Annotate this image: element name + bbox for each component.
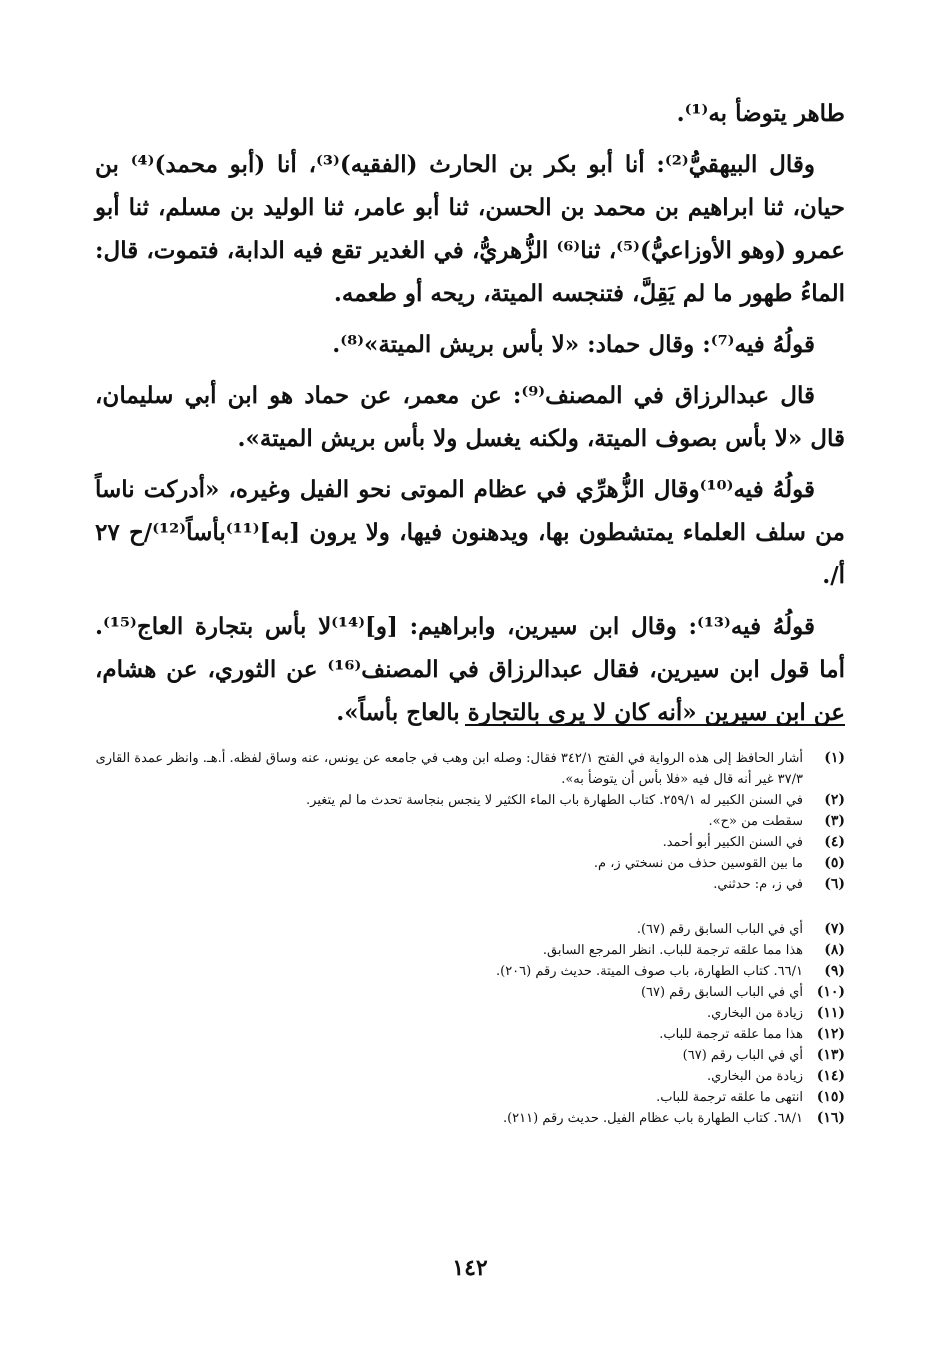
page-number: ١٤٢: [452, 1255, 488, 1281]
paragraph: قولُهُ فيه⁽¹³⁾: وقال ابن سيرين، وابراهيم: [و]⁽¹⁴⁾لا بأس بتجارة العاج⁽¹⁵⁾. أما قول ابن سيرين، فقال عبدالرزاق في المصنف⁽¹⁶⁾ عن الثوري، عن هشام، عن ابن سيرين «أنه كان لا يرى بالتجارة بالعاج بأساً».: [95, 613, 846, 726]
footnote-number: (١٢): [816, 1026, 845, 1042]
footnote-number: (٣): [824, 813, 845, 829]
footnote-number: (١٥): [816, 1089, 845, 1105]
footnote: [95, 832, 845, 853]
footnote-number: (٥): [824, 855, 845, 871]
footnote: [95, 982, 845, 1003]
footnote: [95, 961, 845, 982]
footnote: [95, 1024, 845, 1045]
footnote-gap: [95, 895, 845, 919]
footnote: [95, 790, 845, 811]
footnote-text: ٦٨/١. كتاب الطهارة باب عظام الفيل. حديث رقم (٢١١).: [502, 1111, 803, 1126]
footnote-divider: [465, 724, 845, 726]
footnote-text: في السنن الكبير أبو أحمد.: [662, 835, 803, 850]
paragraph: قولُهُ فيه⁽¹⁰⁾وقال الزُّهرِّي في عظام الموتى نحو الفيل وغيره، «أدركت ناساً من سلف العلماء يمتشطون بها، ويدهنون فيها، ولا يرون [به]⁽¹¹⁾بأساً⁽¹²⁾/ح ٢٧ أ/.: [95, 476, 845, 589]
footnote-number: (٢): [824, 792, 845, 808]
footnote: [95, 1045, 845, 1066]
footnote-text: في السنن الكبير له ٢٥٩/١. كتاب الطهارة باب الماء الكثير لا ينجس بنجاسة تحدث ما لم يتغير.: [306, 793, 803, 808]
footnote-text: ٦٦/١. كتاب الطهارة، باب صوف الميتة. حديث رقم (٢٠٦).: [495, 964, 803, 979]
footnote: [95, 1003, 845, 1024]
footnote-text: انتهى ما علقه ترجمة للباب.: [656, 1090, 803, 1105]
footnote-number: (١): [824, 750, 845, 766]
footnote-number: (١١): [816, 1005, 845, 1021]
footnote-text: ما بين القوسين حذف من نسختي ز، م.: [593, 856, 803, 871]
footnote: [95, 811, 845, 832]
footnote: [95, 940, 845, 961]
footnote: [95, 1108, 845, 1129]
footnote-text: هذا مما علقه ترجمة للباب. انظر المرجع السابق.: [542, 943, 803, 958]
footnote-text: زيادة من البخاري.: [706, 1006, 803, 1021]
footnote-number: (٧): [824, 921, 845, 937]
footnote-text: أي في الباب السابق رقم (٦٧).: [636, 922, 803, 937]
footnote-text: زيادة من البخاري.: [706, 1069, 803, 1084]
footnote-number: (١٠): [816, 984, 845, 1000]
footnote-number: (٤): [824, 834, 845, 850]
footnote-text: سقطت من «ح».: [708, 814, 803, 829]
footnote-text: في ز، م: حدثني.: [713, 877, 803, 892]
footnote: [95, 1087, 845, 1108]
footnote: [95, 874, 845, 895]
paragraph: قولُهُ فيه⁽⁷⁾: وقال حماد: «لا بأس بريش الميتة»⁽⁸⁾.: [332, 331, 815, 358]
footnote: [95, 919, 845, 940]
footnote-number: (٩): [824, 963, 845, 979]
main-text: [95, 92, 845, 742]
footnote-text: أي في الباب رقم (٦٧): [682, 1048, 803, 1063]
footnote: [95, 1066, 845, 1087]
footnote-text: أشار الحافظ إلى هذه الرواية في الفتح ٣٤٢/١ فقال: وصله ابن وهب في جامعه عن يونس، عنه وساق لفظه. أ.هـ. وانظر عمدة القارى ٣٧/٣ غير أنه قال فيه «فلا بأس أن يتوضأ به».: [95, 751, 803, 787]
footnote: [95, 748, 845, 790]
footnote-text: أي في الباب السابق رقم (٦٧): [640, 985, 803, 1000]
paragraph: وقال البيهقيُّ⁽²⁾: أنا أبو بكر بن الحارث (الفقيه)⁽³⁾، أنا (أبو محمد)⁽⁴⁾ بن حيان، ثنا ابراهيم بن محمد بن الحسن، ثنا أبو عامر، ثنا الوليد بن مسلم، ثنا أبو عمرو (وهو الأوزاعيُّ)⁽⁵⁾، ثنا⁽⁶⁾ الزُّهريُّ، في الغدير تقع فيه الدابة، فتموت، قال: الماءُ طهور ما لم يَقِلَّ، فتنجسه الميتة، ريحه أو طعمه.: [95, 151, 845, 307]
paragraph: طاهر يتوضأ به⁽¹⁾.: [676, 100, 845, 127]
footnote-number: (٨): [824, 942, 845, 958]
footnote-text: هذا مما علقه ترجمة للباب.: [659, 1027, 803, 1042]
footnote-number: (١٤): [816, 1068, 845, 1084]
footnote: [95, 853, 845, 874]
paragraph: قال عبدالرزاق في المصنف⁽⁹⁾: عن معمر، عن حماد هو ابن أبي سليمان، قال «لا بأس بصوف الميتة، ولكنه يغسل ولا بأس بريش الميتة».: [95, 382, 845, 452]
footnote-number: (٦): [824, 876, 845, 892]
footnote-number: (١٣): [816, 1047, 845, 1063]
footnotes: [95, 748, 845, 1129]
footnote-number: (١٦): [816, 1110, 845, 1126]
